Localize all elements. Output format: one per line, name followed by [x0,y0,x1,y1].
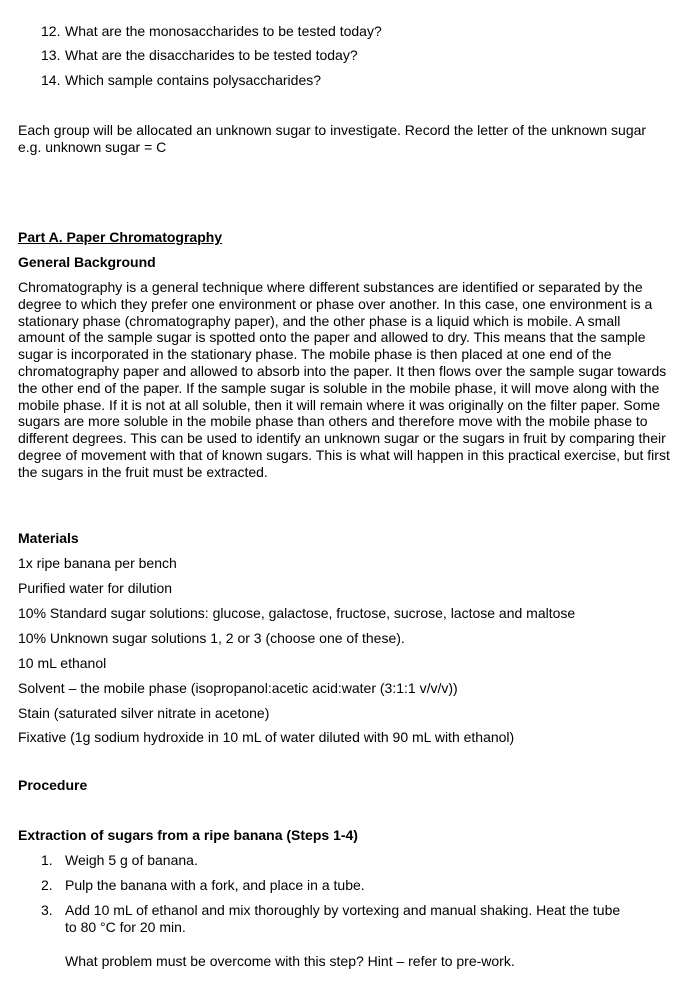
question-text: What are the disaccharides to be tested today? [65,47,358,63]
procedure-heading: Procedure [18,777,88,793]
step-number: 3. [41,902,53,918]
step-text: Weigh 5 g of banana. [65,852,198,868]
question-number: 12. [41,23,61,39]
material-item: 10% Unknown sugar solutions 1, 2 or 3 (choose one of these). [18,630,405,646]
material-item: Fixative (1g sodium hydroxide in 10 mL of water diluted with 90 mL with ethanol) [18,729,515,745]
procedure-step-2 [41,877,365,894]
step-text-line1: Add 10 mL of ethanol and mix thoroughly by vortexing and manual shaking. Heat the tube [65,902,621,918]
part-a-title: Part A. Paper Chromatography [18,229,223,245]
step-number: 1. [41,852,53,868]
step-text: Pulp the banana with a fork, and place in a tube. [65,877,365,893]
question-13 [41,47,358,64]
question-number: 14. [41,72,61,88]
step-number: 2. [41,877,53,893]
question-text: What are the monosaccharides to be tested today? [65,23,382,39]
question-number: 13. [41,47,61,63]
material-item: 10% Standard sugar solutions: glucose, galactose, fructose, sucrose, lactose and maltose [18,605,576,621]
procedure-step-3 [41,902,620,919]
extraction-heading: Extraction of sugars from a ripe banana (Steps 1-4) [18,827,358,843]
material-item: Solvent – the mobile phase (isopropanol:acetic acid:water (3:1:1 v/v/v)) [18,680,458,696]
materials-heading: Materials [18,530,79,546]
material-item: 1x ripe banana per bench [18,555,177,571]
step-text-line2: to 80 °C for 20 min. [65,919,186,935]
question-text: Which sample contains polysaccharides? [65,72,322,88]
material-item: 10 mL ethanol [18,655,107,671]
unknown-sugar-paragraph: Each group will be allocated an unknown sugar to investigate. Record the letter of the unknown sugar e.g. unknown sugar = C [18,122,647,155]
material-item: Stain (saturated silver nitrate in acetone) [18,705,270,721]
step-question: What problem must be overcome with this step? Hint – refer to pre-work. [65,953,515,969]
general-background-heading: General Background [18,254,156,270]
procedure-step-1 [41,852,198,869]
background-paragraph: Chromatography is a general technique where different substances are identified or separated by the degree to which they prefer one environment or phase over another. In this case, one environment is a stationary phase (chromatography paper), and the other phase is a liquid which is mobile. A small amount of the sample sugar is spotted onto the paper and allowed to dry. This means that the sample sugar is incorporated in the stationary phase. The mobile phase is then placed at one end of the chromatography paper and allowed to absorb into the paper. It then flows over the sample sugar towards the other end of the paper. If the sample sugar is soluble in the mobile phase, it will move along with the mobile phase. If it is not at all soluble, then it will remain where it was originally on the filter paper. Some sugars are more soluble in the mobile phase than others and therefore move with the mobile phase to different degrees. This can be used to identify an unknown sugar or the sugars in fruit by comparing their degree of movement with that of known sugars. This is what will happen in this practical exercise, but first the sugars in the fruit must be extracted. [18,279,670,480]
question-14 [41,72,321,89]
material-item: Purified water for dilution [18,580,173,596]
question-12 [41,23,382,40]
